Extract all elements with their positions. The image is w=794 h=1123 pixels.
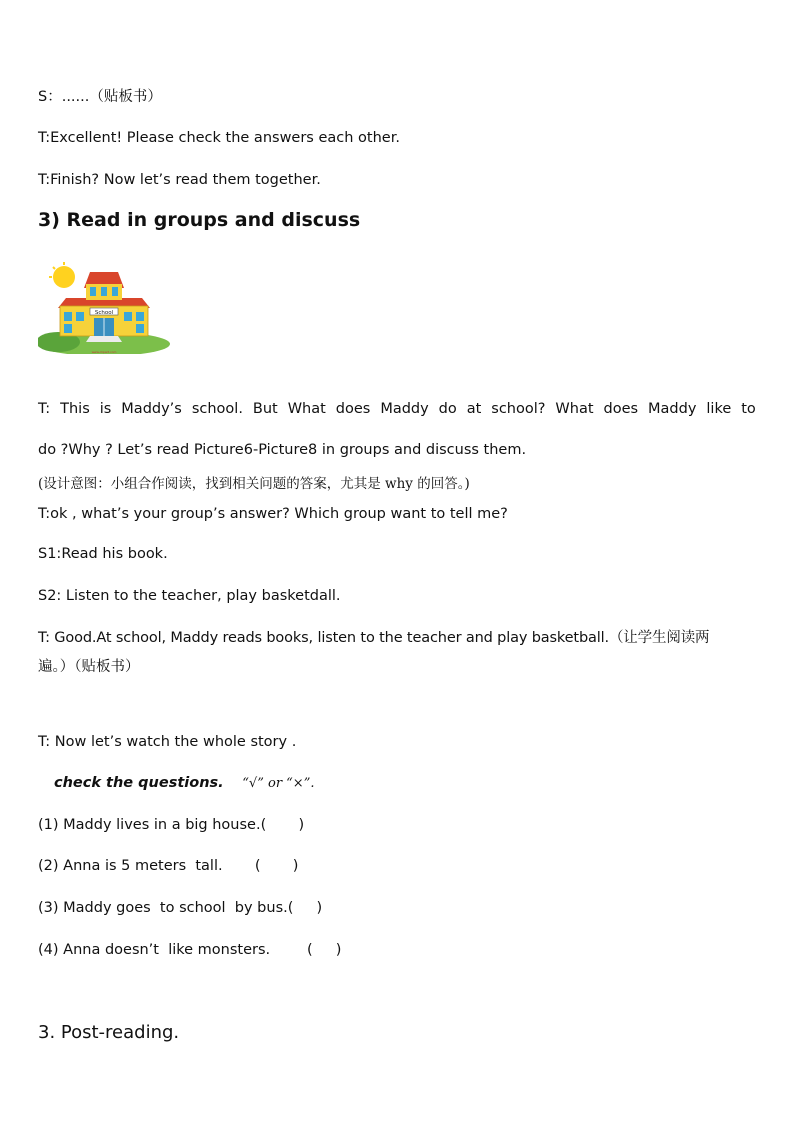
svg-text:www.clipart.com: www.clipart.com [91,350,117,354]
school-illustration [38,262,170,354]
paragraph-word: What [287,401,326,417]
question-2: (2) Anna is 5 meters tall. ( ) [38,858,299,874]
maddy-paragraph-line1 [38,399,756,419]
paragraph-word: school? [491,401,546,417]
maddy-paragraph-line2: do ?Why ? Let’s read Picture6-Picture8 in groups and discuss them. [38,442,527,458]
good-line-2: 遍。）（贴板书） [38,659,140,675]
watch-line: T: Now let’s watch the whole story . [38,734,297,750]
paragraph-word: at [466,401,482,417]
finish-line: T:Finish? Now let’s read them together. [38,172,321,188]
paragraph-word: Maddy’s [121,401,182,417]
question-1: (1) Maddy lives in a big house.( ) [38,817,305,833]
paragraph-word: T: [38,401,51,417]
svg-text:School: School [94,310,114,316]
paragraph-word: What [555,401,594,417]
paragraph-word: Maddy [648,401,697,417]
excellent-line: T:Excellent! Please check the answers each other. [38,130,400,146]
question-4: (4) Anna doesn’t like monsters. ( ) [38,942,342,958]
paragraph-word: school. [191,401,243,417]
design-note: (设计意图：小组合作阅读，找到相关问题的答案，尤其是 why 的回答。) [38,476,470,492]
good-line-1: T: Good.At school, Maddy reads books, listen to the teacher and play basketball.（让学生阅读两 [38,630,710,646]
paragraph-word: do [438,401,457,417]
section-heading: 3) Read in groups and discuss [38,209,361,231]
paragraph-word: does [335,401,371,417]
paragraph-word: Maddy [380,401,429,417]
paragraph-word: But [252,401,278,417]
check-line [54,773,314,794]
paragraph-word: does [603,401,639,417]
post-reading-heading: 3. Post-reading. [38,1022,180,1043]
paragraph-word: is [99,401,112,417]
check-label: check the questions. [54,775,224,791]
question-3: (3) Maddy goes to school by bus.( ) [38,900,323,916]
s-line: S：......（贴板书） [38,89,162,105]
paragraph-word: This [60,401,90,417]
check-marks: “√” or “×”. [242,776,315,791]
paragraph-word: like [706,401,732,417]
s2-line: S2: Listen to the teacher, play basketdall. [38,588,341,604]
ok-line: T:ok , what’s your group’s answer? Which group want to tell me? [38,506,508,522]
s1-line: S1:Read his book. [38,546,168,562]
paragraph-word: to [741,401,756,417]
